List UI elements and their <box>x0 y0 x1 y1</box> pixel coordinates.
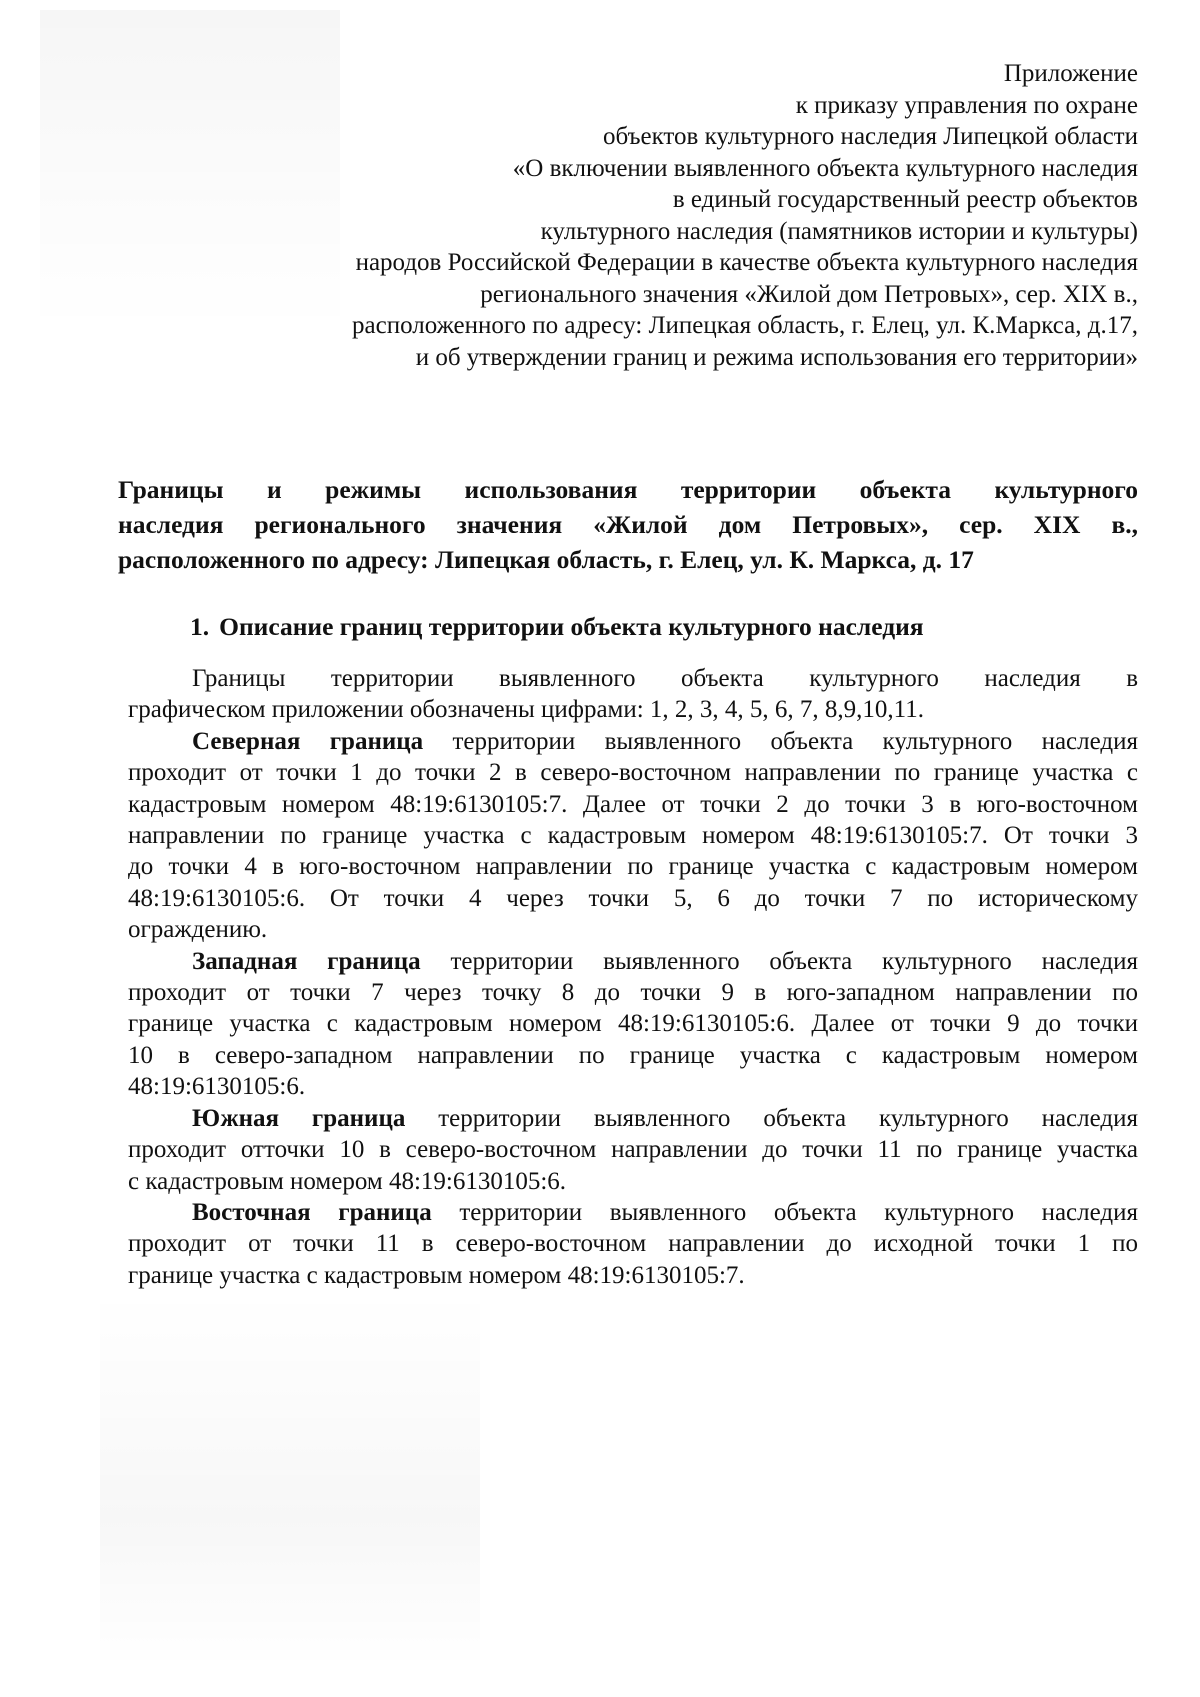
header-line: объектов культурного наследия Липецкой области <box>603 123 1138 150</box>
paragraph-line: проходит от точки 1 до точки 2 в северо-восточном направлении по границе участка с <box>128 759 1138 787</box>
appendix-header <box>158 58 1138 373</box>
paragraph-line: территории выявленного объекта культурного наследия <box>405 1104 1138 1132</box>
header-line: «О включении выявленного объекта культурного наследия <box>512 154 1138 182</box>
paragraph-line: проходит от точки 7 через точку 8 до точки 9 в юго-западном направлении по <box>128 979 1138 1007</box>
header-line: Приложение <box>1003 60 1138 87</box>
paragraph-line: границе участка с кадастровым номером 48:19:6130105:7. <box>128 1261 745 1289</box>
header-line: и об утверждении границ и режима использования его территории» <box>415 343 1138 371</box>
title-line: наследия регионального значения «Жилой дом Петровых», сер. XIX в., <box>118 510 1138 539</box>
section-heading-text: Описание границ территории объекта культурного наследия <box>219 612 924 641</box>
paragraph-first-line <box>128 726 1138 757</box>
header-line: народов Российской Федерации в качестве объекта культурного наследия <box>355 249 1138 276</box>
paragraph-line: 10 в северо-западном направлении по границе участка с кадастровым номером <box>128 1041 1138 1069</box>
header-line: в единый государственный реестр объектов <box>672 186 1138 213</box>
paragraph-line: территории выявленного объекта культурного наследия <box>431 1198 1138 1226</box>
paragraph-line: территории выявленного объекта культурного наследия <box>423 727 1138 755</box>
section-body <box>128 663 1138 1291</box>
paragraph-line: графическом приложении обозначены цифрами: 1, 2, 3, 4, 5, 6, 7, 8,9,10,11. <box>128 696 925 724</box>
header-line: расположенного по адресу: Липецкая область, г. Елец, ул. К.Маркса, д.17, <box>352 312 1138 339</box>
paragraph-line: территории выявленного объекта культурного наследия <box>420 947 1138 975</box>
paragraph-line: направлении по границе участка с кадастровым номером 48:19:6130105:7. От точки 3 <box>128 822 1138 850</box>
paragraph-line: 48:19:6130105:6. От точки 4 через точки 5, 6 до точки 7 по историческому <box>128 884 1138 912</box>
title-line: Границы и режимы использования территории объекта культурного <box>118 475 1138 504</box>
boundary-lead-north: Северная граница <box>192 727 424 755</box>
header-line: культурного наследия (памятников истории и культуры) <box>540 217 1138 245</box>
paragraph-line: проходит отточки 10 в северо-восточном направлении до точки 11 по границе участка <box>128 1136 1138 1164</box>
boundary-lead-east: Восточная граница <box>192 1198 432 1226</box>
document-title <box>118 472 1138 577</box>
paragraph-first-line <box>128 946 1138 977</box>
paragraph-first-line <box>128 1197 1138 1228</box>
paragraph-line: кадастровым номером 48:19:6130105:7. Далее от точки 2 до точки 3 в юго-восточном <box>128 790 1138 818</box>
boundary-lead-west: Западная граница <box>192 947 421 975</box>
title-line: расположенного по адресу: Липецкая область, г. Елец, ул. К. Маркса, д. 17 <box>118 545 974 574</box>
paragraph-line: до точки 4 в юго-восточном направлении по границе участка с кадастровым номером <box>128 853 1138 881</box>
paragraph-line: 48:19:6130105:6. <box>128 1073 306 1101</box>
paragraph-line: Границы территории выявленного объекта культурного наследия в <box>192 665 1138 692</box>
paragraph-line: проходит от точки 11 в северо-восточном направлении до исходной точки 1 по <box>128 1230 1138 1258</box>
paragraph-first-line <box>128 1103 1138 1134</box>
section-number: 1. <box>190 612 210 641</box>
header-line: регионального значения «Жилой дом Петровых», сер. XIX в., <box>480 280 1138 308</box>
scan-bleed-through-lower <box>100 1290 480 1670</box>
paragraph-line: с кадастровым номером 48:19:6130105:6. <box>128 1167 567 1195</box>
paragraph-line: ограждению. <box>128 916 268 944</box>
section-heading <box>190 612 924 642</box>
boundary-lead-south: Южная граница <box>192 1104 406 1132</box>
paragraph-line: границе участка с кадастровым номером 48:19:6130105:6. Далее от точки 9 до точки <box>128 1010 1138 1038</box>
header-line: к приказу управления по охране <box>795 91 1138 119</box>
